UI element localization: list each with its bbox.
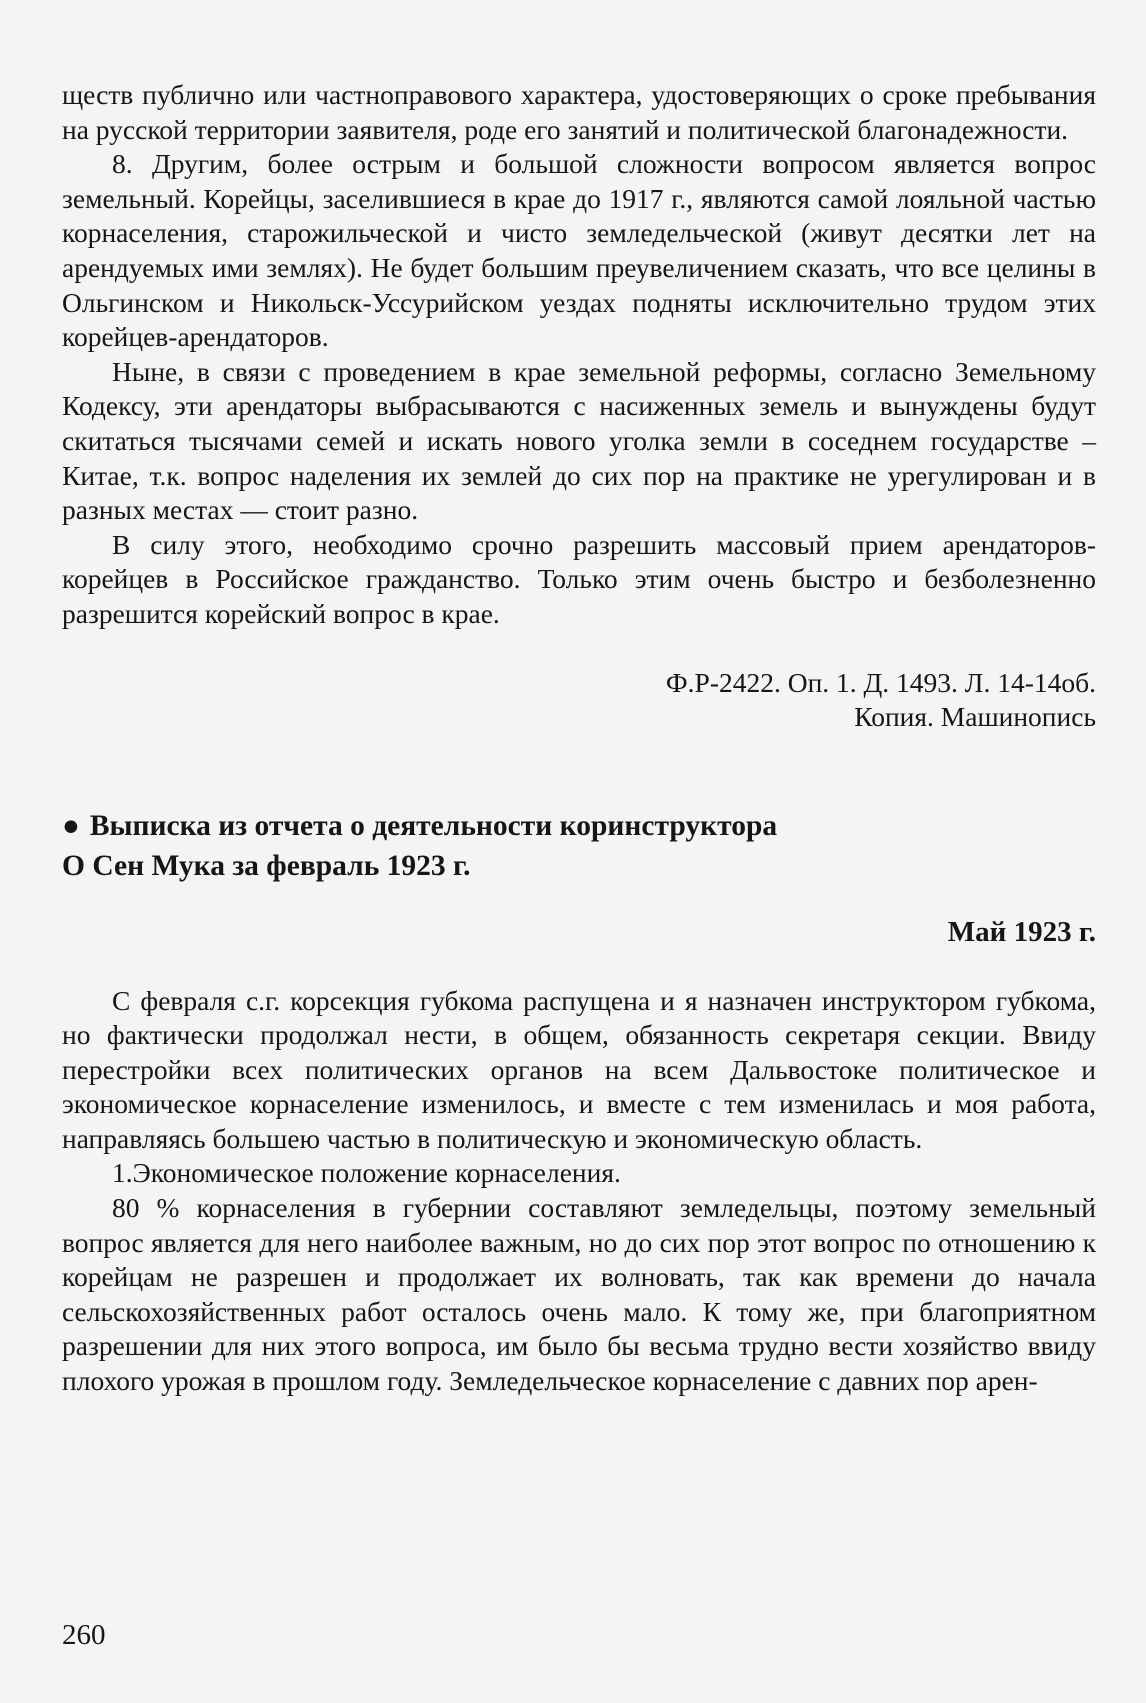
heading-line-1 [62, 806, 1096, 846]
document-date: Май 1923 г. [947, 915, 1096, 948]
archival-source [62, 666, 1096, 734]
paragraph-2: 8. Другим, более острым и большой сложности вопросом является вопрос земельный. Корейцы, заселившиеся в крае до 1917 г., являются самой лояльной частью корнаселения, старожильческой и чисто земледельческой (живут десятки лет на арендуемых ими землях). Не будет большим преувеличением сказать, что все целины в Ольгинском и Никольск-Уссурийском уездах подняты исключительно трудом этих корейцев-арендаторов. [62, 148, 1096, 353]
paragraph-6: 80 % корнаселения в губернии составляют земледельцы, поэтому земельный вопрос является для него наиболее важным, но до сих пор этот вопрос по отношению к корейцам не разрешен и продолжает их волновать, так как времени до начала сельскохозяйственных работ осталось очень мало. К тому же, при благоприятном разрешении для них этого вопроса, им было бы весьма трудно вести хозяйство ввиду плохого урожая в прошлом году. Земледельческое корнаселение с давних пор арен- [62, 1192, 1096, 1397]
paragraph-5: С февраля с.г. корсекция губкома распущена и я назначен инструктором губкома, но фактически продолжал нести, в общем, обязанность секретаря секции. Ввиду перестройки всех политических органов на всем Дальвостоке политическое и экономическое корнаселение изменилось, и вместе с тем изменилась и моя работа, направляясь большею частью в политическую и экономическую область. [62, 984, 1096, 1154]
page-number: 260 [62, 1619, 106, 1651]
paragraph-3: Ныне, в связи с проведением в крае земельной реформы, согласно Земельному Кодексу, эти арендаторы выбрасываются с насиженных земель и вынуждены будут скитаться тысячами семей и искать нового уголка земли в соседнем государстве – Китае, т.к. вопрос наделения их землей до сих пор на практике не урегулирован и в разных местах — стоит разно. [62, 355, 1096, 526]
paragraph-4: В силу этого, необходимо срочно разрешить массовый прием арендаторов-корейцев в Российское гражданство. Только этим очень быстро и безболезненно разрешится корейский вопрос в крае. [62, 528, 1096, 629]
bullet-icon: ● [62, 809, 80, 842]
section-heading [62, 806, 1096, 886]
paragraph-1: ществ публично или частноправового характера, удостоверяющих о сроке пребывания на русской территории заявителя, роде его занятий и политической благонадежности. [62, 79, 1096, 145]
document-page [62, 78, 1096, 1399]
subsection-title: 1.Экономическое положение корнаселения. [112, 1157, 621, 1189]
heading-line-2: О Сен Мука за февраль 1923 г. [62, 849, 471, 882]
copy-note: Копия. Машинопись [854, 700, 1096, 732]
heading-text-1: Выписка из отчета о деятельности коринструктора [89, 809, 778, 842]
archival-reference: Ф.Р-2422. Оп. 1. Д. 1493. Л. 14-14об. [665, 666, 1096, 698]
